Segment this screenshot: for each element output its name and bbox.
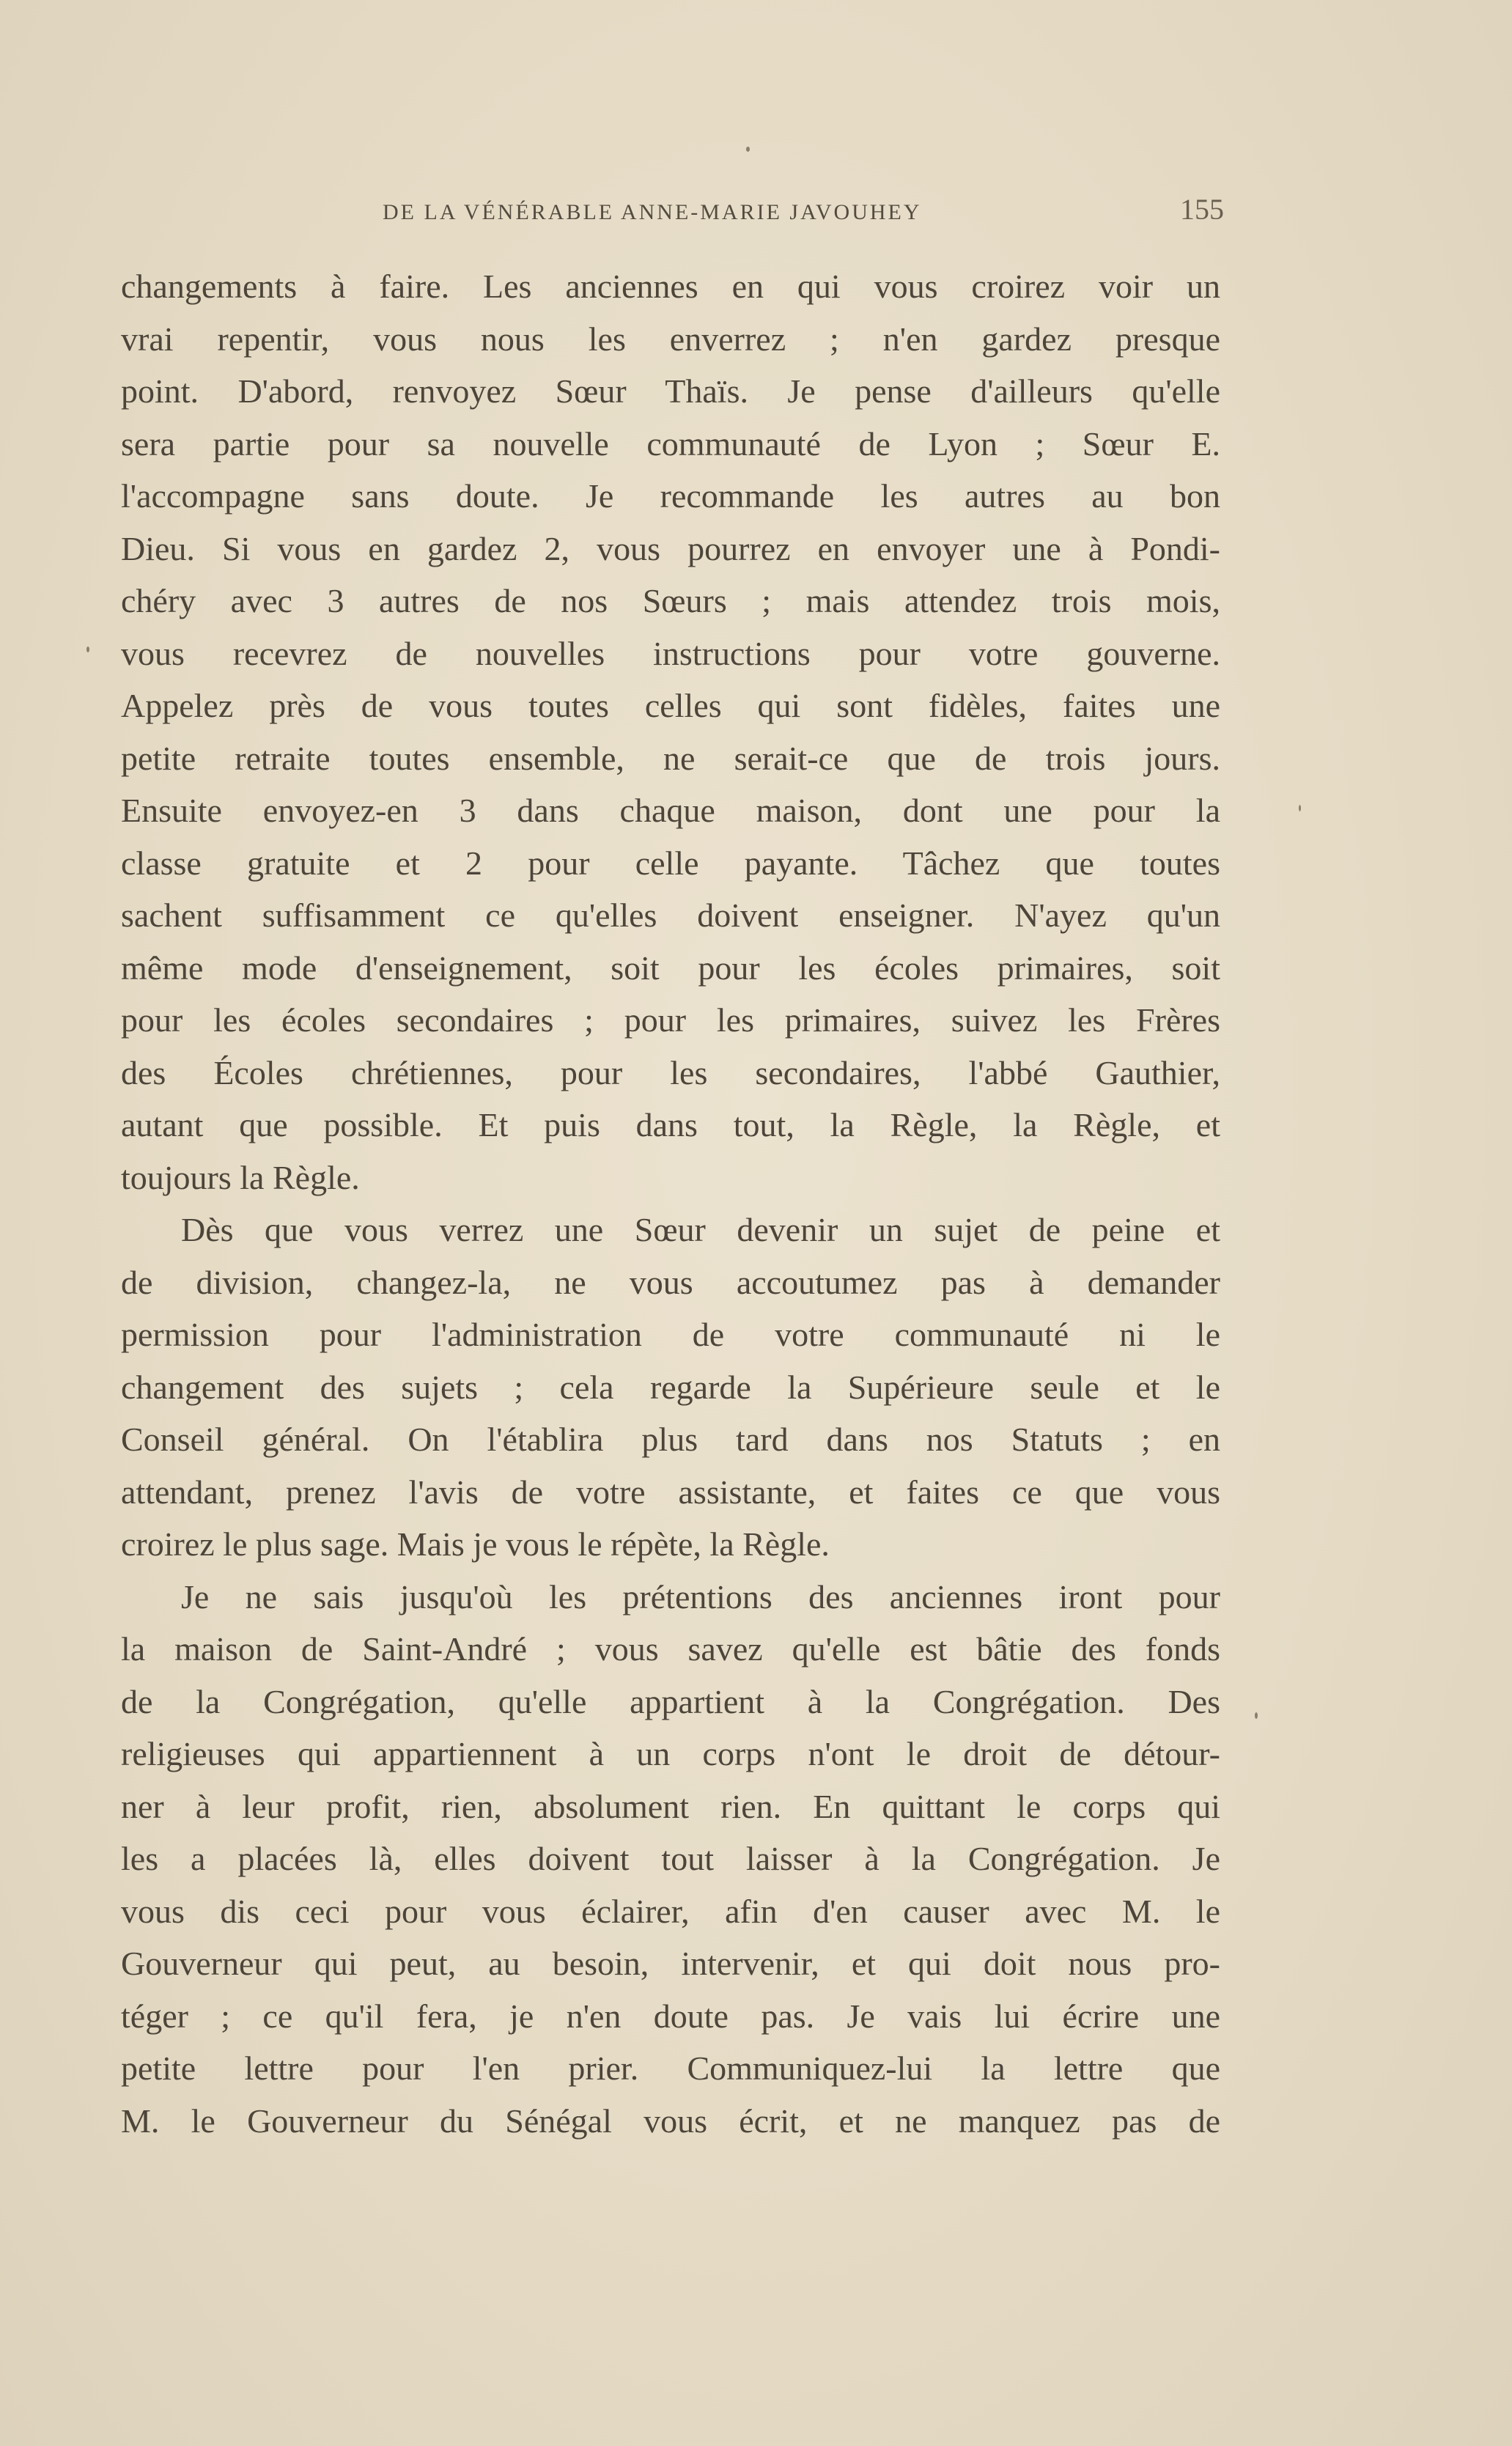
text-line: téger ; ce qu'il fera, je n'en doute pas. Je vais lui écrire une bbox=[121, 1997, 1220, 2035]
text-line: petite lettre pour l'en prier. Communiquez-lui la lettre que bbox=[121, 2049, 1220, 2087]
text-line: religieuses qui appartiennent à un corps n'ont le droit de détour- bbox=[121, 1735, 1220, 1772]
paragraph-start-line: Dès que vous verrez une Sœur devenir un sujet de peine et bbox=[181, 1211, 1220, 1248]
text-line: de division, changez-la, ne vous accoutumez pas à demander bbox=[121, 1263, 1220, 1301]
text-line: même mode d'enseignement, soit pour les écoles primaires, soit bbox=[121, 948, 1220, 987]
text-line: pour les écoles secondaires ; pour les primaires, suivez les Frères bbox=[121, 1001, 1220, 1039]
text-line: Gouverneur qui peut, au besoin, intervenir, et qui doit nous pro- bbox=[121, 1945, 1220, 1982]
scan-speck bbox=[1255, 1712, 1258, 1719]
text-line: Conseil général. On l'établira plus tard dans nos Statuts ; en bbox=[121, 1421, 1220, 1458]
body-text bbox=[121, 260, 1220, 2147]
text-line: Appelez près de vous toutes celles qui sont fidèles, faites une bbox=[121, 687, 1220, 724]
text-line: des Écoles chrétiennes, pour les secondaires, l'abbé Gauthier, bbox=[121, 1053, 1220, 1091]
page-number: 155 bbox=[1180, 193, 1224, 226]
paragraph-end-line: toujours la Règle. bbox=[121, 1158, 360, 1196]
text-line: permission pour l'administration de votre communauté ni le bbox=[121, 1316, 1220, 1353]
text-line: ner à leur profit, rien, absolument rien. En quittant le corps qui bbox=[121, 1787, 1220, 1825]
text-line: classe gratuite et 2 pour celle payante. Tâchez que toutes bbox=[121, 844, 1220, 882]
paragraph-end-line: croirez le plus sage. Mais je vous le répète, la Règle. bbox=[121, 1525, 830, 1563]
page-header bbox=[383, 192, 1224, 229]
text-line: changements à faire. Les anciennes en qui vous croirez voir un bbox=[121, 268, 1220, 305]
text-line: petite retraite toutes ensemble, ne serait-ce que de trois jours. bbox=[121, 739, 1220, 777]
text-line: autant que possible. Et puis dans tout, la Règle, la Règle, et bbox=[121, 1106, 1220, 1143]
text-line: l'accompagne sans doute. Je recommande les autres au bon bbox=[121, 477, 1220, 515]
scan-speck bbox=[86, 647, 89, 652]
text-line: la maison de Saint-André ; vous savez qu'elle est bâtie des fonds bbox=[121, 1630, 1220, 1668]
running-title: DE LA VÉNÉRABLE ANNE-MARIE JAVOUHEY bbox=[383, 200, 922, 224]
text-line: sera partie pour sa nouvelle communauté de Lyon ; Sœur E. bbox=[121, 424, 1220, 463]
text-line: vous recevrez de nouvelles instructions pour votre gouverne. bbox=[121, 634, 1220, 672]
text-line: M. le Gouverneur du Sénégal vous écrit, et ne manquez pas de bbox=[121, 2101, 1220, 2140]
text-line: sachent suffisamment ce qu'elles doivent enseigner. N'ayez qu'un bbox=[121, 896, 1220, 934]
text-line: point. D'abord, renvoyez Sœur Thaïs. Je pense d'ailleurs qu'elle bbox=[121, 372, 1220, 410]
scan-speck bbox=[746, 147, 750, 152]
paragraph-start-line: Je ne sais jusqu'où les prétentions des anciennes iront pour bbox=[181, 1577, 1220, 1616]
text-line: les a placées là, elles doivent tout laisser à la Congrégation. Je bbox=[121, 1840, 1220, 1877]
text-line: vous dis ceci pour vous éclairer, afin d'en causer avec M. le bbox=[121, 1892, 1220, 1930]
text-line: de la Congrégation, qu'elle appartient à la Congrégation. Des bbox=[121, 1682, 1220, 1720]
text-line: chéry avec 3 autres de nos Sœurs ; mais attendez trois mois, bbox=[121, 582, 1220, 619]
text-line: vrai repentir, vous nous les enverrez ; n'en gardez presque bbox=[121, 320, 1220, 358]
scan-speck bbox=[1299, 805, 1301, 811]
text-line: Ensuite envoyez-en 3 dans chaque maison, dont une pour la bbox=[121, 792, 1220, 829]
text-line: attendant, prenez l'avis de votre assistante, et faites ce que vous bbox=[121, 1473, 1220, 1511]
text-line: Dieu. Si vous en gardez 2, vous pourrez en envoyer une à Pondi- bbox=[121, 529, 1220, 567]
text-line: changement des sujets ; cela regarde la Supérieure seule et le bbox=[121, 1368, 1220, 1406]
